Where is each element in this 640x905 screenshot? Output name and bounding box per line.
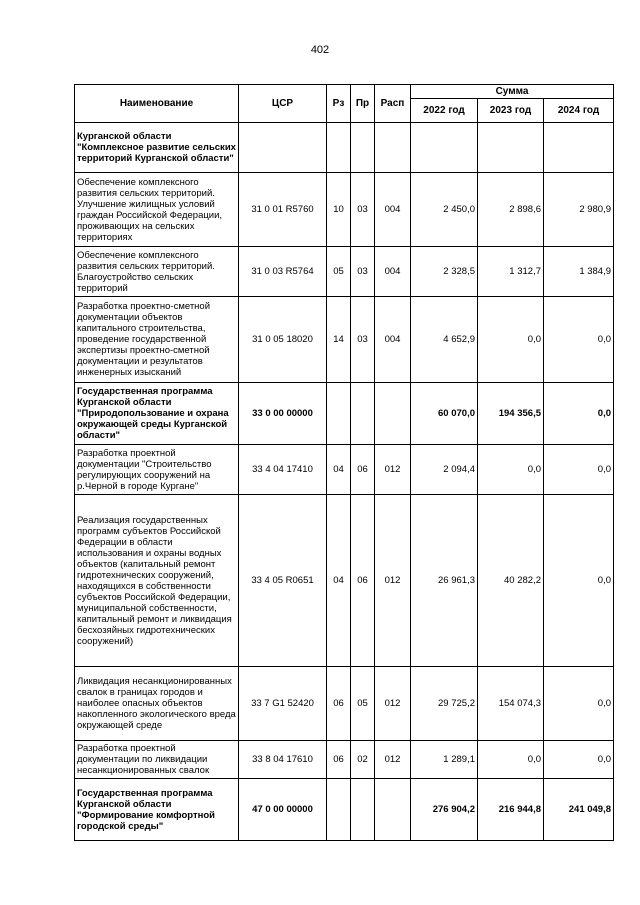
cell-2022: 60 070,0: [411, 383, 478, 445]
cell-pr: [351, 779, 375, 841]
cell-2022: 29 725,2: [411, 667, 478, 741]
cell-2022: 26 961,3: [411, 495, 478, 667]
cell-2023: 0,0: [478, 297, 544, 383]
header-2024: 2024 год: [544, 99, 614, 123]
cell-2023: 194 356,5: [478, 383, 544, 445]
table-body: [75, 123, 614, 841]
cell-csr: [239, 123, 327, 173]
cell-pr: 03: [351, 173, 375, 247]
cell-pr: 06: [351, 445, 375, 495]
header-2023: 2023 год: [478, 99, 544, 123]
cell-pr: [351, 383, 375, 445]
table-row: [75, 247, 614, 297]
cell-2023: 2 898,6: [478, 173, 544, 247]
cell-rz: 10: [327, 173, 351, 247]
header-rasp: Расп: [375, 85, 411, 123]
cell-rasp: 004: [375, 297, 411, 383]
cell-csr: 47 0 00 00000: [239, 779, 327, 841]
cell-2022: 1 289,1: [411, 741, 478, 779]
cell-2024: 241 049,8: [544, 779, 614, 841]
cell-rasp: [375, 779, 411, 841]
cell-2022: 276 904,2: [411, 779, 478, 841]
cell-2023: 216 944,8: [478, 779, 544, 841]
header-sum: Сумма: [411, 85, 614, 99]
cell-2023: 1 312,7: [478, 247, 544, 297]
cell-name: Ликвидация несанкционированных свалок в границах городов и наиболее опасных объектов накопленного экологического вреда окружающей среде: [75, 667, 239, 741]
cell-2023: 154 074,3: [478, 667, 544, 741]
cell-rz: [327, 779, 351, 841]
cell-rasp: 004: [375, 247, 411, 297]
cell-rz: 04: [327, 445, 351, 495]
cell-2024: 0,0: [544, 667, 614, 741]
header-2022: 2022 год: [411, 99, 478, 123]
cell-rz: 06: [327, 741, 351, 779]
cell-pr: 03: [351, 297, 375, 383]
cell-2023: 0,0: [478, 741, 544, 779]
page-number: 402: [310, 44, 330, 56]
cell-csr: 33 4 04 17410: [239, 445, 327, 495]
cell-pr: 05: [351, 667, 375, 741]
cell-name: Разработка проектной документации по ликвидации несанкционированных свалок: [75, 741, 239, 779]
cell-csr: 33 8 04 17610: [239, 741, 327, 779]
cell-rasp: [375, 123, 411, 173]
table-row: [75, 383, 614, 445]
cell-2022: 4 652,9: [411, 297, 478, 383]
table-row: [75, 667, 614, 741]
cell-2024: 0,0: [544, 297, 614, 383]
cell-rasp: 012: [375, 445, 411, 495]
cell-csr: 31 0 05 18020: [239, 297, 327, 383]
cell-rz: 06: [327, 667, 351, 741]
cell-rz: 04: [327, 495, 351, 667]
table-row: [75, 297, 614, 383]
cell-name: Обеспечение комплексного развития сельских территорий. Улучшение жилищных условий граждан Российской Федерации, проживающих на сельских территориях: [75, 173, 239, 247]
cell-2023: [478, 123, 544, 173]
cell-rasp: [375, 383, 411, 445]
cell-name: Государственная программа Курганской области "Формирование комфортной городской среды": [75, 779, 239, 841]
table-row: [75, 445, 614, 495]
cell-name: Реализация государственных программ субъектов Российской Федерации в области использования и охраны водных объектов (капитальный ремонт гидротехнических сооружений, находящихся в собственности субъектов Российской Федерации, муниципальной собственности, капитальный ремонт и ликвидация бесхозяйных гидротехнических сооружений): [75, 495, 239, 667]
cell-2024: 0,0: [544, 495, 614, 667]
cell-name: Государственная программа Курганской области "Природопользование и охрана окружающей среды Курганской области": [75, 383, 239, 445]
budget-table: [74, 84, 614, 841]
cell-pr: 03: [351, 247, 375, 297]
cell-name: Обеспечение комплексного развития сельских территорий. Благоустройство сельских территорий: [75, 247, 239, 297]
cell-rasp: 012: [375, 667, 411, 741]
cell-csr: 33 7 G1 52420: [239, 667, 327, 741]
cell-csr: 33 0 00 00000: [239, 383, 327, 445]
cell-2022: 2 328,5: [411, 247, 478, 297]
cell-name: Разработка проектно-сметной документации объектов капитального строительства, проведение государственной экспертизы проектно-сметной документации и результатов инженерных изысканий: [75, 297, 239, 383]
cell-name: Курганской области "Комплексное развитие сельских территорий Курганской области": [75, 123, 239, 173]
cell-rasp: 012: [375, 495, 411, 667]
cell-2023: 40 282,2: [478, 495, 544, 667]
cell-rz: [327, 123, 351, 173]
table-row: [75, 123, 614, 173]
table-row: [75, 741, 614, 779]
header-pr: Пр: [351, 85, 375, 123]
header-rz: Рз: [327, 85, 351, 123]
cell-pr: [351, 123, 375, 173]
cell-csr: 33 4 05 R0651: [239, 495, 327, 667]
header-name: Наименование: [75, 85, 239, 123]
cell-2024: 2 980,9: [544, 173, 614, 247]
cell-2024: 1 384,9: [544, 247, 614, 297]
cell-rz: [327, 383, 351, 445]
table-row: [75, 495, 614, 667]
cell-csr: 31 0 01 R5760: [239, 173, 327, 247]
cell-rasp: 012: [375, 741, 411, 779]
cell-2024: 0,0: [544, 383, 614, 445]
cell-2022: 2 450,0: [411, 173, 478, 247]
cell-rasp: 004: [375, 173, 411, 247]
cell-2022: [411, 123, 478, 173]
table-row: [75, 173, 614, 247]
cell-rz: 05: [327, 247, 351, 297]
cell-rz: 14: [327, 297, 351, 383]
cell-2024: 0,0: [544, 741, 614, 779]
cell-csr: 31 0 03 R5764: [239, 247, 327, 297]
cell-2022: 2 094,4: [411, 445, 478, 495]
cell-pr: 06: [351, 495, 375, 667]
table-row: [75, 779, 614, 841]
cell-2024: [544, 123, 614, 173]
cell-pr: 02: [351, 741, 375, 779]
cell-name: Разработка проектной документации "Строительство регулирующих сооружений на р.Черной в городе Кургане": [75, 445, 239, 495]
cell-2024: 0,0: [544, 445, 614, 495]
header-csr: ЦСР: [239, 85, 327, 123]
cell-2023: 0,0: [478, 445, 544, 495]
